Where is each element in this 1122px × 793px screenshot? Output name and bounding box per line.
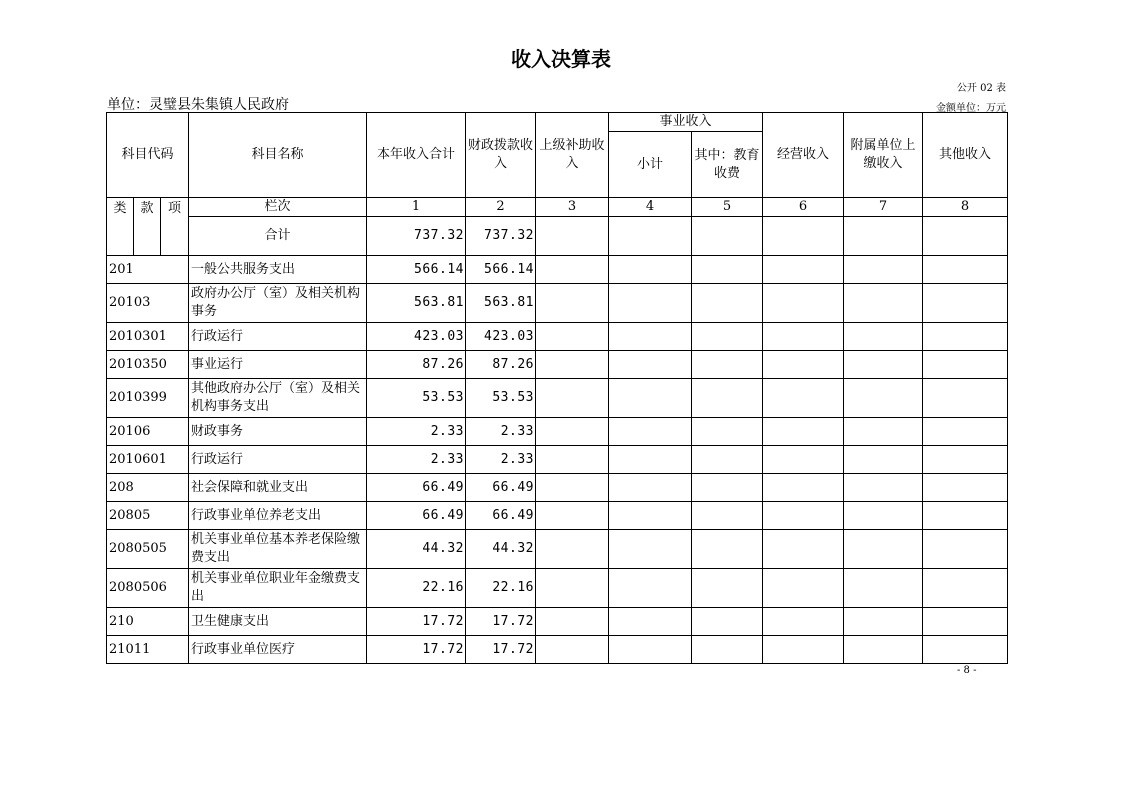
row-name: 行政运行 <box>189 446 367 474</box>
empty-cell <box>692 323 763 351</box>
empty-cell <box>692 530 763 569</box>
empty-cell <box>844 569 923 608</box>
row-code: 2010399 <box>107 379 189 418</box>
empty-cell <box>763 474 844 502</box>
empty-cell <box>692 608 763 636</box>
empty-cell <box>692 217 763 256</box>
row-code: 21011 <box>107 636 189 664</box>
empty-cell <box>923 284 1008 323</box>
row-code: 20103 <box>107 284 189 323</box>
empty-cell <box>692 569 763 608</box>
row-total: 66.49 <box>367 502 466 530</box>
empty-cell <box>609 474 692 502</box>
col-header-fiscal: 财政拨款收入 <box>466 113 536 198</box>
empty-cell <box>609 530 692 569</box>
row-fiscal: 563.81 <box>466 284 536 323</box>
empty-cell <box>763 530 844 569</box>
empty-cell <box>923 474 1008 502</box>
empty-cell <box>609 284 692 323</box>
empty-cell <box>763 217 844 256</box>
row-fiscal: 44.32 <box>466 530 536 569</box>
empty-cell <box>763 569 844 608</box>
col-header-superior: 上级补助收入 <box>536 113 609 198</box>
page-number: - 8 - <box>957 665 977 676</box>
empty-cell <box>763 379 844 418</box>
row-name: 其他政府办公厅（室）及相关机构事务支出 <box>189 379 367 418</box>
empty-cell <box>844 530 923 569</box>
empty-cell <box>844 474 923 502</box>
row-code: 2010301 <box>107 323 189 351</box>
report-title: 收入决算表 <box>511 47 611 71</box>
empty-cell <box>844 351 923 379</box>
empty-cell <box>536 502 609 530</box>
empty-cell <box>692 379 763 418</box>
unit-label: 单位：灵璧县朱集镇人民政府 <box>107 97 289 113</box>
table-row <box>107 530 1008 569</box>
empty-cell <box>844 256 923 284</box>
empty-cell <box>692 446 763 474</box>
row-name: 财政事务 <box>189 418 367 446</box>
row-total: 2.33 <box>367 446 466 474</box>
empty-cell <box>923 502 1008 530</box>
row-total: 44.32 <box>367 530 466 569</box>
row-fiscal: 423.03 <box>466 323 536 351</box>
empty-cell <box>763 502 844 530</box>
table-row <box>107 284 1008 323</box>
row-fiscal: 566.14 <box>466 256 536 284</box>
empty-cell <box>763 446 844 474</box>
empty-cell <box>536 351 609 379</box>
empty-cell <box>844 284 923 323</box>
row-name: 一般公共服务支出 <box>189 256 367 284</box>
row-total: 2.33 <box>367 418 466 446</box>
table-row <box>107 379 1008 418</box>
row-code: 2080505 <box>107 530 189 569</box>
row-code: 2010601 <box>107 446 189 474</box>
col-number: 1 <box>367 198 466 217</box>
table-row <box>107 636 1008 664</box>
row-code: 208 <box>107 474 189 502</box>
row-name: 卫生健康支出 <box>189 608 367 636</box>
empty-cell <box>536 256 609 284</box>
empty-cell <box>609 446 692 474</box>
empty-cell <box>692 351 763 379</box>
row-code: 201 <box>107 256 189 284</box>
row-name: 机关事业单位基本养老保险缴费支出 <box>189 530 367 569</box>
form-code: 公开 02 表 <box>956 83 1006 94</box>
empty-cell <box>609 418 692 446</box>
sub-header-lei: 类 <box>107 198 134 256</box>
empty-cell <box>923 530 1008 569</box>
empty-cell <box>923 446 1008 474</box>
empty-cell <box>844 379 923 418</box>
table-row <box>107 351 1008 379</box>
empty-cell <box>923 418 1008 446</box>
empty-cell <box>536 530 609 569</box>
row-total: 22.16 <box>367 569 466 608</box>
row-code: 20805 <box>107 502 189 530</box>
table-row <box>107 474 1008 502</box>
empty-cell <box>536 636 609 664</box>
table-row <box>107 323 1008 351</box>
empty-cell <box>536 418 609 446</box>
table-row <box>107 446 1008 474</box>
empty-cell <box>536 217 609 256</box>
row-code: 20106 <box>107 418 189 446</box>
empty-cell <box>763 608 844 636</box>
row-code: 2080506 <box>107 569 189 608</box>
empty-cell <box>692 284 763 323</box>
row-code: 2010350 <box>107 351 189 379</box>
col-header-code: 科目代码 <box>107 113 189 198</box>
empty-cell <box>536 284 609 323</box>
empty-cell <box>692 474 763 502</box>
empty-cell <box>763 323 844 351</box>
row-code: 210 <box>107 608 189 636</box>
empty-cell <box>844 418 923 446</box>
empty-cell <box>536 323 609 351</box>
empty-cell <box>923 351 1008 379</box>
col-header-business: 事业收入 <box>609 113 763 132</box>
col-header-other: 其他收入 <box>923 113 1008 198</box>
empty-cell <box>609 569 692 608</box>
table-row <box>107 502 1008 530</box>
row-total: 53.53 <box>367 379 466 418</box>
sub-header-xiang: 项 <box>161 198 189 256</box>
empty-cell <box>692 636 763 664</box>
table-row <box>107 418 1008 446</box>
empty-cell <box>536 474 609 502</box>
row-total: 566.14 <box>367 256 466 284</box>
total-label: 合计 <box>189 217 367 256</box>
empty-cell <box>923 608 1008 636</box>
row-name: 行政事业单位养老支出 <box>189 502 367 530</box>
empty-cell <box>609 351 692 379</box>
income-table <box>106 112 1008 664</box>
empty-cell <box>763 284 844 323</box>
empty-cell <box>763 256 844 284</box>
empty-cell <box>763 351 844 379</box>
total-amount: 737.32 <box>367 217 466 256</box>
row-name: 政府办公厅（室）及相关机构事务 <box>189 284 367 323</box>
empty-cell <box>844 636 923 664</box>
row-total: 17.72 <box>367 608 466 636</box>
col-number: 8 <box>923 198 1008 217</box>
empty-cell <box>763 418 844 446</box>
empty-cell <box>609 256 692 284</box>
col-header-affiliated: 附属单位上缴收入 <box>844 113 923 198</box>
col-header-name: 科目名称 <box>189 113 367 198</box>
empty-cell <box>609 636 692 664</box>
row-name: 行政运行 <box>189 323 367 351</box>
total-fiscal-amount: 737.32 <box>466 217 536 256</box>
row-fiscal: 2.33 <box>466 418 536 446</box>
table-row <box>107 569 1008 608</box>
row-fiscal: 17.72 <box>466 636 536 664</box>
empty-cell <box>763 636 844 664</box>
empty-cell <box>844 608 923 636</box>
empty-cell <box>609 217 692 256</box>
col-number: 4 <box>609 198 692 217</box>
row-fiscal: 2.33 <box>466 446 536 474</box>
row-total: 66.49 <box>367 474 466 502</box>
col-header-education: 其中：教育收费 <box>692 132 763 198</box>
empty-cell <box>609 323 692 351</box>
table-row <box>107 608 1008 636</box>
empty-cell <box>609 502 692 530</box>
empty-cell <box>923 569 1008 608</box>
row-number-label: 栏次 <box>189 198 367 217</box>
empty-cell <box>536 446 609 474</box>
row-name: 行政事业单位医疗 <box>189 636 367 664</box>
col-header-operating: 经营收入 <box>763 113 844 198</box>
empty-cell <box>536 569 609 608</box>
empty-cell <box>844 323 923 351</box>
col-number: 7 <box>844 198 923 217</box>
row-fiscal: 22.16 <box>466 569 536 608</box>
col-number: 2 <box>466 198 536 217</box>
empty-cell <box>844 502 923 530</box>
row-total: 87.26 <box>367 351 466 379</box>
empty-cell <box>844 217 923 256</box>
row-fiscal: 53.53 <box>466 379 536 418</box>
row-name: 机关事业单位职业年金缴费支出 <box>189 569 367 608</box>
empty-cell <box>692 502 763 530</box>
table-row <box>107 256 1008 284</box>
empty-cell <box>923 217 1008 256</box>
empty-cell <box>692 418 763 446</box>
row-fiscal: 66.49 <box>466 474 536 502</box>
empty-cell <box>692 256 763 284</box>
row-fiscal: 87.26 <box>466 351 536 379</box>
empty-cell <box>923 323 1008 351</box>
empty-cell <box>609 608 692 636</box>
empty-cell <box>923 636 1008 664</box>
col-header-total: 本年收入合计 <box>367 113 466 198</box>
empty-cell <box>536 608 609 636</box>
empty-cell <box>844 446 923 474</box>
row-name: 社会保障和就业支出 <box>189 474 367 502</box>
empty-cell <box>536 379 609 418</box>
empty-cell <box>923 379 1008 418</box>
col-number: 3 <box>536 198 609 217</box>
empty-cell <box>609 379 692 418</box>
sub-header-kuan: 款 <box>134 198 161 256</box>
row-fiscal: 17.72 <box>466 608 536 636</box>
row-total: 423.03 <box>367 323 466 351</box>
empty-cell <box>923 256 1008 284</box>
col-number: 5 <box>692 198 763 217</box>
row-total: 17.72 <box>367 636 466 664</box>
row-total: 563.81 <box>367 284 466 323</box>
col-header-subtotal: 小计 <box>609 132 692 198</box>
row-fiscal: 66.49 <box>466 502 536 530</box>
row-name: 事业运行 <box>189 351 367 379</box>
money-unit-label: 金额单位：万元 <box>936 103 1006 114</box>
col-number: 6 <box>763 198 844 217</box>
